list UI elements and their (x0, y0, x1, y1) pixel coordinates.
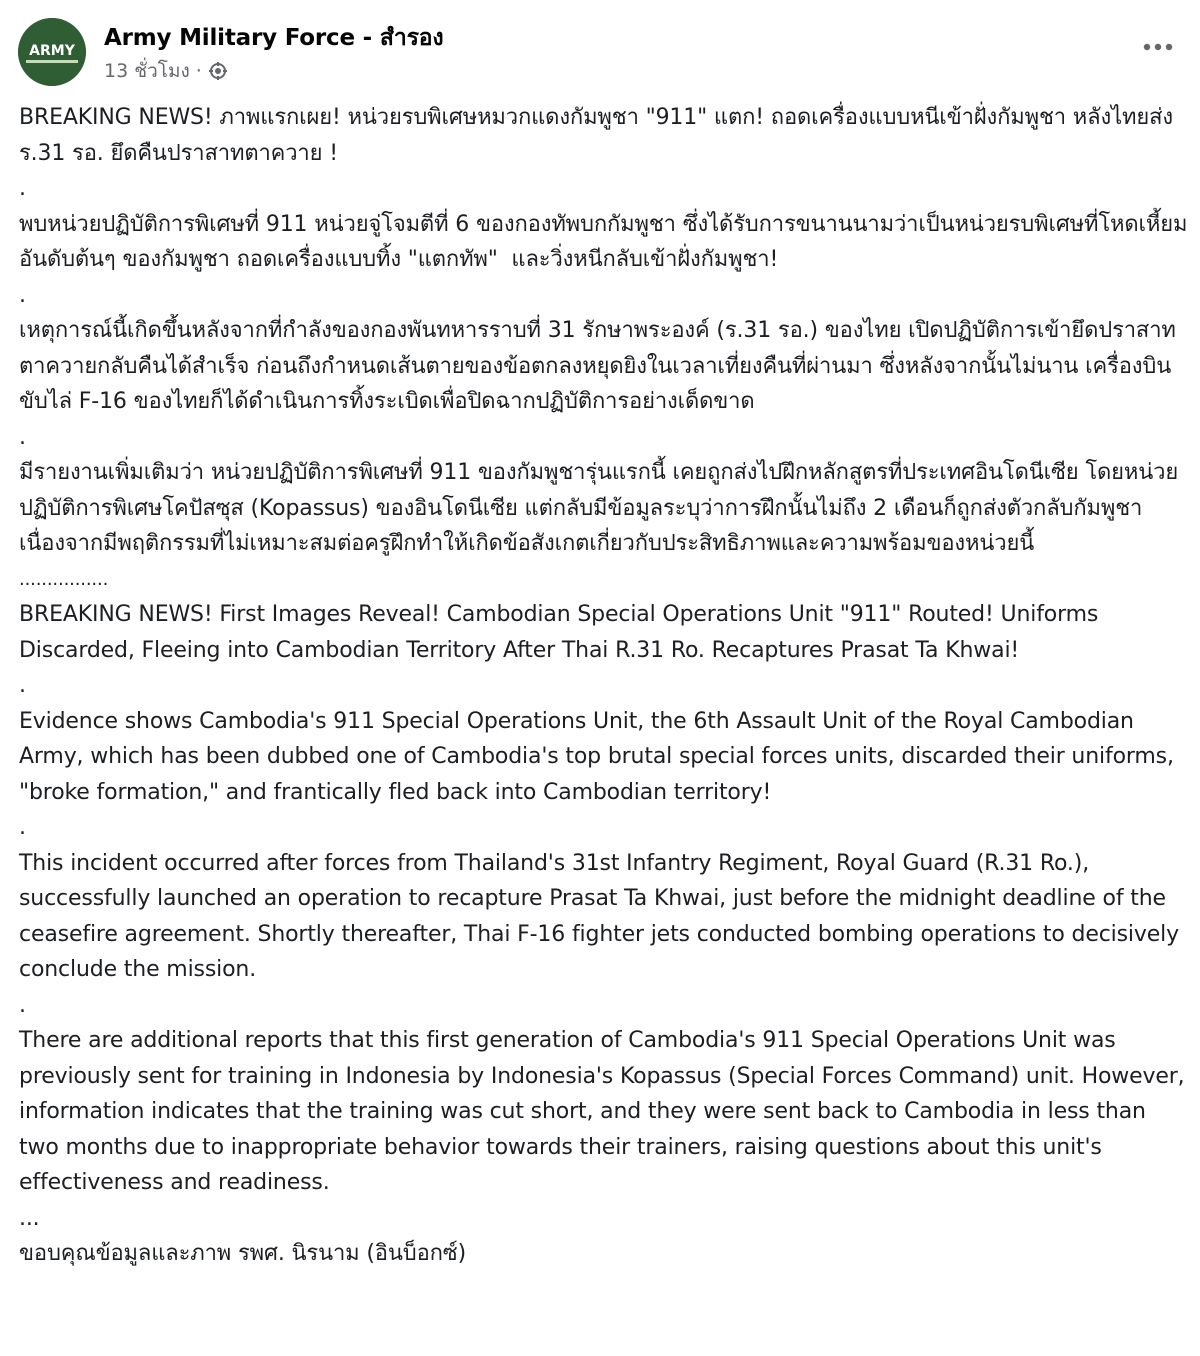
post-separator: . (19, 992, 26, 1018)
post-paragraph-thai-headline: BREAKING NEWS! ภาพแรกเผย! หน่วยรบพิเศษหมวกแดงกัมพูชา "911" แตก! ถอดเครื่องแบบหนีเข้าฝั่งกัมพูชา หลังไทยส่ง ร.31 รอ. ยึดคืนปราสาทตาควาย ! (19, 105, 1180, 166)
post-meta (104, 56, 228, 86)
post-paragraph-thai-incident: เหตุการณ์นี้เกิดขึ้นหลังจากที่กำลังของกองพันทหารราบที่ 31 รักษาพระองค์ (ร.31 รอ.) ของไทย เปิดปฏิบัติการเข้ายึดปราสาทตาควายกลับคืนได้สำเร็จ ก่อนถึงกำหนดเส้นตายของข้อตกลงหยุดยิงในเวลาเที่ยงคืนที่ผ่านมา ซึ่งหลังจากนั้นไม่นาน เครื่องบินขับไล่ F-16 ของไทยก็ได้ดำเนินการทิ้งระเบิดเพื่อปิดฉากปฏิบัติการอย่างเด็ดขาด (19, 318, 1176, 414)
post-paragraph-english-reports: There are additional reports that this first generation of Cambodia's 911 Special Operations Unit was previously sent for training in Indonesia by Indonesia's Kopassus (Special Forces Command) unit. However, information indicates that the training was cut short, and they were sent back to Cambodia in less than two months due to inappropriate behavior towards their trainers, raising questions about this unit's effectiveness and readiness. (19, 1028, 1192, 1195)
more-options-icon[interactable] (1138, 32, 1178, 62)
post-paragraph-english-incident: This incident occurred after forces from Thailand's 31st Infantry Regiment, Royal Guard (R.31 Ro.), successfully launched an operation to recapture Prasat Ta Khwai, just before the midnight deadline of the ceasefire agreement. Shortly thereafter, Thai F-16 fighter jets conducted bombing operations to decisively conclude the mission. (19, 850, 1186, 982)
post-separator: . (19, 282, 26, 308)
post-separator: . (19, 176, 26, 201)
globe-icon[interactable] (208, 61, 228, 81)
avatar-label: ARMY (29, 43, 75, 59)
post-separator: . (19, 673, 26, 698)
avatar-logo (18, 18, 86, 86)
author-name[interactable]: Army Military Force - สำรอง (104, 25, 444, 51)
post-separator: . (19, 815, 26, 840)
post-timestamp[interactable]: 13 ชั่วโมง (104, 60, 190, 82)
post-paragraph-english-evidence: Evidence shows Cambodia's 911 Special Operations Unit, the 6th Assault Unit of the Royal Cambodian Army, which has been dubbed one of Cambodia's top brutal special forces units, discarded their uniforms, "broke formation," and frantically fled back into Cambodian territory! (19, 708, 1181, 805)
post-paragraph-thai-reports: มีรายงานเพิ่มเติมว่า หน่วยปฏิบัติการพิเศษที่ 911 ของกัมพูชารุ่นแรกนี้ เคยถูกส่งไปฝึกหลักสูตรที่ประเทศอินโดนีเซีย โดยหน่วยปฏิบัติการพิเศษโคปัสซุส (Kopassus) ของอินโดนีเซีย แต่กลับมีข้อมูลระบุว่าการฝึกนั้นไม่ถึง 2 เดือนก็ถูกส่งตัวกลับกัมพูชา เนื่องจากมีพฤติกรรมที่ไม่เหมาะสมต่อครูฝึกทำให้เกิดข้อสังเกตเกี่ยวกับประสิทธิภาพและความพร้อมของหน่วยนี้ (19, 460, 1179, 556)
army-logo-icon[interactable] (18, 18, 86, 86)
post-body (19, 100, 1192, 1272)
post-separator: ... (19, 1205, 40, 1231)
meta-separator: · (195, 60, 202, 82)
post-paragraph-credit: ขอบคุณข้อมูลและภาพ รพศ. นิรนาม (อินบ็อกซ์) (19, 1241, 467, 1266)
post-separator: ................ (19, 568, 109, 590)
post-separator: . (19, 424, 26, 450)
post-paragraph-thai-evidence: พบหน่วยปฏิบัติการพิเศษที่ 911 หน่วยจู่โจมตีที่ 6 ของกองทัพบกกัมพูชา ซึ่งได้รับการขนานนามว่าเป็นหน่วยรบพิเศษที่โหดเหี้ยมอันดับต้นๆ ของกัมพูชา ถอดเครื่องแบบทิ้ง "แตกทัพ" และวิ่งหนีกลับเข้าฝั่งกัมพูชา! (19, 211, 1188, 272)
post-header (18, 14, 1182, 86)
post-paragraph-english-headline: BREAKING NEWS! First Images Reveal! Cambodian Special Operations Unit "911" Routed! Uniforms Discarded, Fleeing into Cambodian Territory After Thai R.31 Ro. Recaptures Prasat Ta Khwai! (19, 602, 1106, 663)
